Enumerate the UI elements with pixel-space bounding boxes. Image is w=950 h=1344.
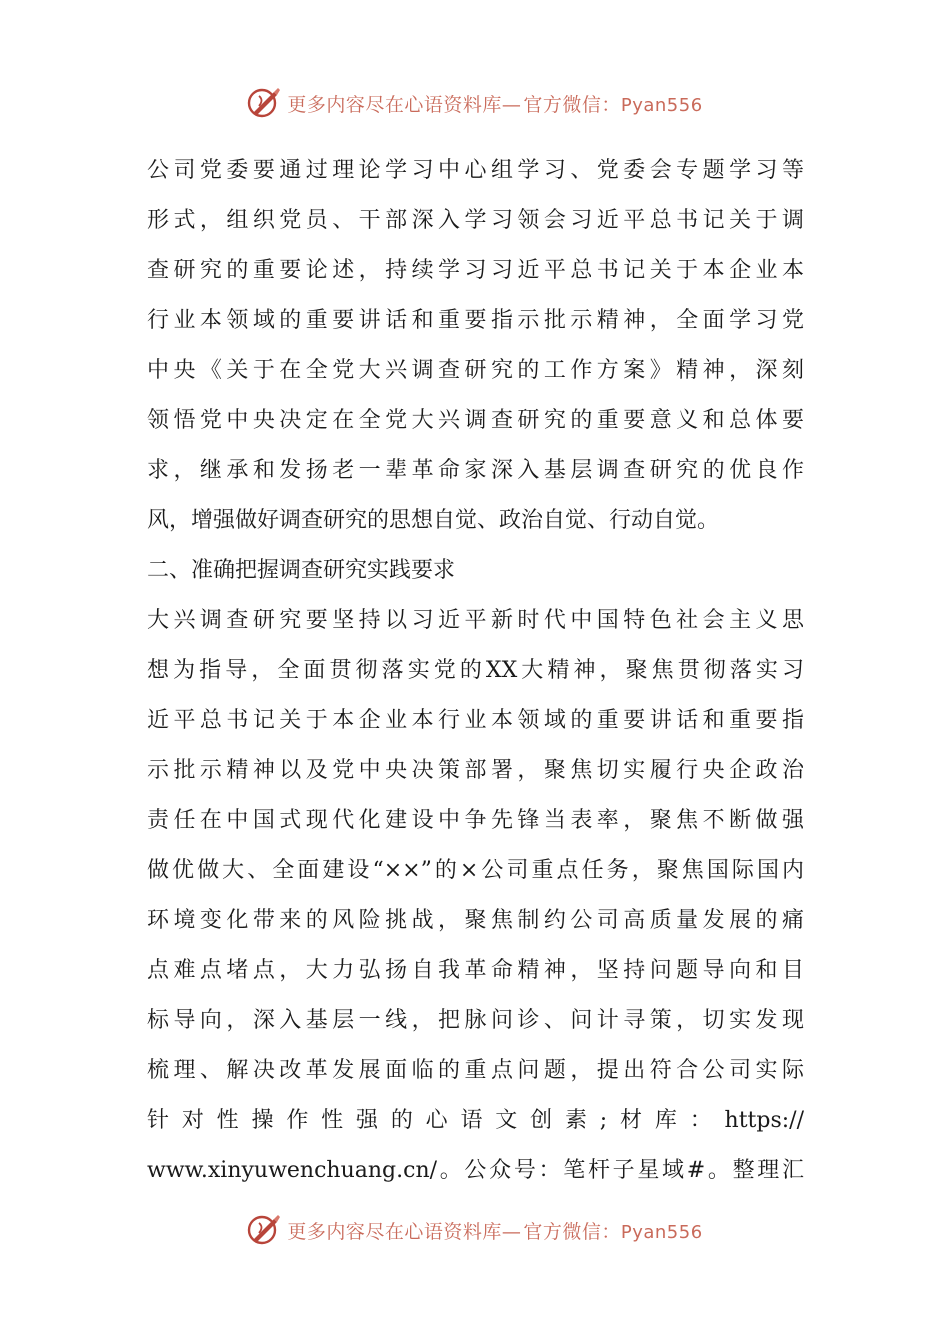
banner-text xyxy=(287,1217,702,1244)
body-line: 形式，组织党员、干部深入学习领会习近平总书记关于调 xyxy=(147,208,804,233)
document-body xyxy=(147,146,804,1196)
banner-separator: — xyxy=(501,1220,522,1243)
body-line: 环境变化带来的风险挑战，聚焦制约公司高质量发展的痛 xyxy=(147,908,804,933)
body-line: 针对性操作性强的心语文创素;材库：https:// xyxy=(147,1108,804,1133)
pen-logo-icon xyxy=(247,86,281,120)
body-line: 大兴调查研究要坚持以习近平新时代中国特色社会主义思 xyxy=(147,608,804,633)
body-line: 求，继承和发扬老一辈革命家深入基层调查研究的优良作 xyxy=(147,458,804,483)
banner-wechat-id: Pyan556 xyxy=(620,94,703,116)
body-line: 做优做大、全面建设“××”的×公司重点任务，聚焦国际国内 xyxy=(147,858,804,883)
body-line: 标导向，深入基层一线，把脉问诊、问计寻策，切实发现 xyxy=(147,1008,804,1033)
banner-main-text: 更多内容尽在心语资料库 xyxy=(287,1220,502,1243)
section-heading: 二、准确把握调查研究实践要求 xyxy=(147,558,456,583)
banner-wechat-id: Pyan556 xyxy=(620,1221,703,1243)
banner-wechat-label: 官方微信： xyxy=(523,1220,621,1243)
body-line: 行业本领域的重要讲话和重要指示批示精神，全面学习党 xyxy=(147,308,804,333)
body-line: 示批示精神以及党中央决策部署，聚焦切实履行央企政治 xyxy=(147,758,804,783)
body-line: 梳理、解决改革发展面临的重点问题，提出符合公司实际 xyxy=(147,1058,804,1083)
body-line: 领悟党中央决定在全党大兴调查研究的重要意义和总体要 xyxy=(147,408,804,433)
body-line: 公司党委要通过理论学习中心组学习、党委会专题学习等 xyxy=(147,158,804,183)
body-line: 查研究的重要论述，持续学习习近平总书记关于本企业本 xyxy=(147,258,804,283)
banner-text xyxy=(287,90,702,117)
body-line: 中央《关于在全党大兴调查研究的工作方案》精神，深刻 xyxy=(147,358,804,383)
body-line: 责任在中国式现代化建设中争先锋当表率，聚焦不断做强 xyxy=(147,808,804,833)
body-line: 风，增强做好调查研究的思想自觉、政治自觉、行动自觉。 xyxy=(147,508,720,533)
body-line: 点难点堵点，大力弘扬自我革命精神，坚持问题导向和目 xyxy=(147,958,804,983)
banner-wechat-label: 官方微信： xyxy=(523,93,621,116)
banner-main-text: 更多内容尽在心语资料库 xyxy=(287,93,502,116)
body-line: 近平总书记关于本企业本行业本领域的重要讲话和重要指 xyxy=(147,708,804,733)
body-line: www.xinyuwenchuang.cn/。公众号：笔杆子星域#。整理汇 xyxy=(147,1158,804,1183)
banner-separator: — xyxy=(501,93,522,116)
pen-logo-icon xyxy=(247,1213,281,1247)
footer-banner xyxy=(0,1210,950,1250)
body-line: 想为指导，全面贯彻落实党的XX大精神，聚焦贯彻落实习 xyxy=(147,658,804,683)
header-banner xyxy=(0,83,950,123)
